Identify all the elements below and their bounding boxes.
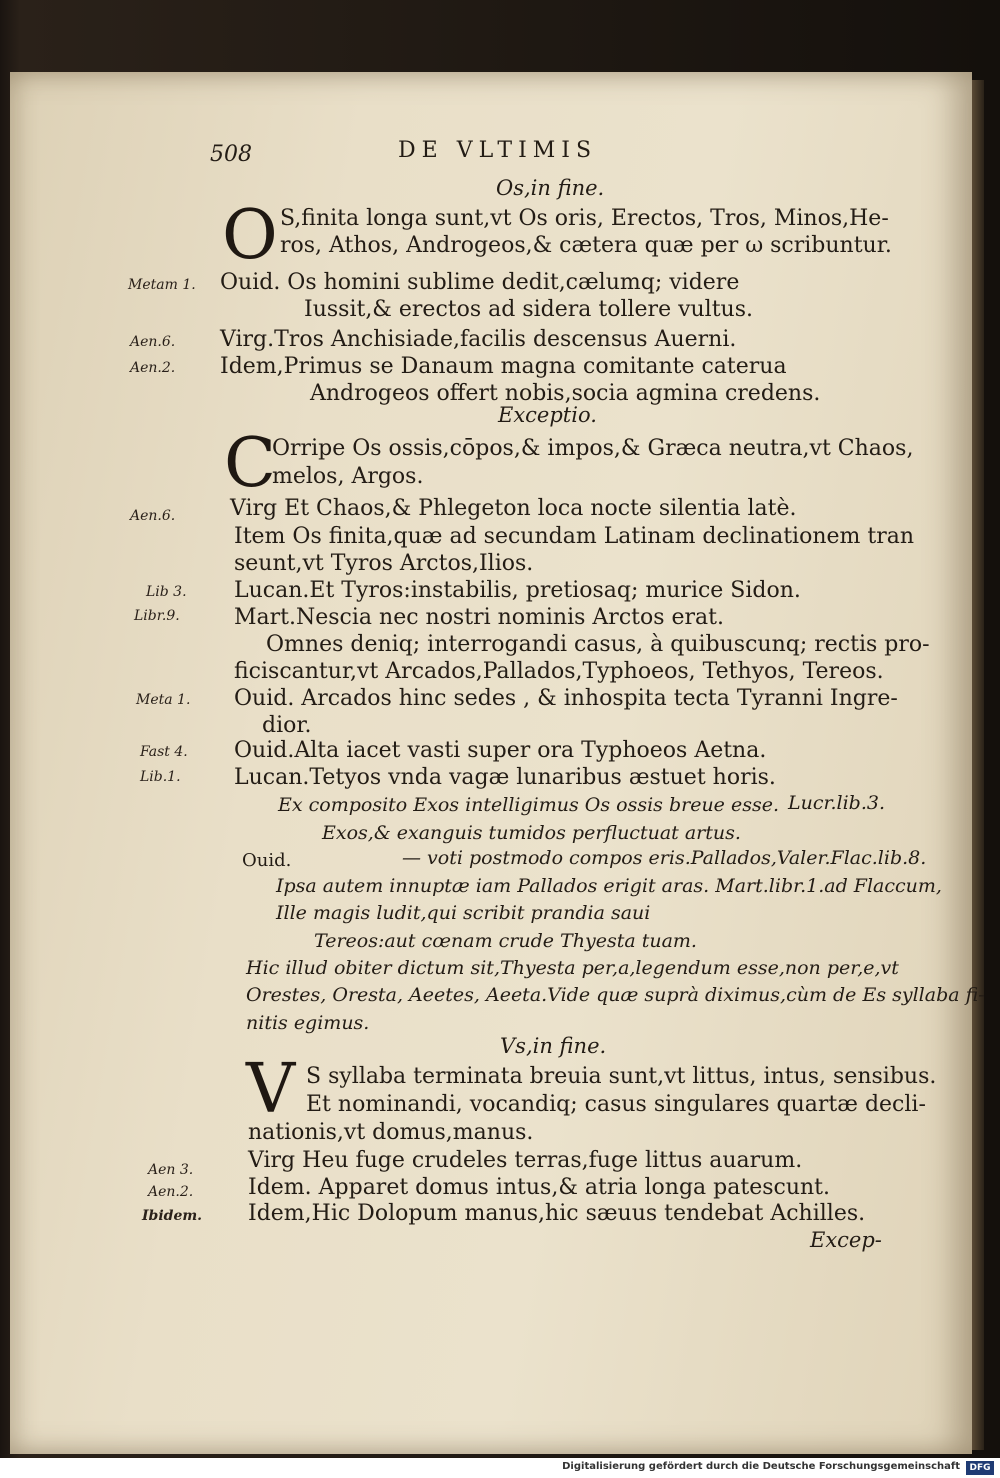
drop-cap: O (222, 196, 278, 275)
text-line: Ouid. Os homini sublime dedit,cælumq; videre (220, 270, 740, 295)
text-line: Orestes, Oresta, Aeetes, Aeeta.Vide quæ suprà diximus,cùm de Es syllaba fi- (246, 984, 985, 1006)
text-line: Item Os finita,quæ ad secundam Latinam declinationem tran (234, 524, 915, 549)
section-heading: Vs,in fine. (500, 1034, 607, 1058)
text-line: Virg Et Chaos,& Phlegeton loca nocte silentia latè. (230, 496, 797, 521)
margin-note: Ibidem. (142, 1208, 203, 1224)
text-line: Virg Heu fuge crudeles terras,fuge littus auarum. (248, 1148, 803, 1173)
text-line: seunt,vt Tyros Arctos,Ilios. (234, 551, 534, 576)
text-line: Ipsa autem innuptæ iam Pallados erigit aras. Mart.libr.1.ad Flaccum, (276, 875, 942, 897)
footer-bar (0, 1458, 1000, 1478)
running-head: DE VLTIMIS (398, 138, 598, 163)
text-line: Idem,Primus se Danaum magna comitante caterua (220, 354, 787, 379)
margin-note: Aen.2. (130, 360, 176, 376)
text-line: nitis egimus. (246, 1012, 370, 1034)
text-line: Iussit,& erectos ad sidera tollere vultus. (304, 297, 754, 322)
text-line: Ex composito Exos intelligimus Os ossis breue esse. (278, 794, 779, 816)
margin-note: Libr.9. (134, 608, 180, 624)
text-line: nationis,vt domus,manus. (248, 1120, 534, 1145)
text-line: Androgeos offert nobis,socia agmina credens. (310, 381, 821, 406)
text-line: Ouid. Arcados hinc sedes , & inhospita tecta Tyranni Ingre- (234, 686, 898, 711)
book-page (10, 72, 985, 1454)
margin-note: Ouid. (242, 850, 292, 871)
margin-note: Metam 1. (128, 277, 196, 293)
text-line: Lucan.Tetyos vnda vagæ lunaribus æstuet horis. (234, 765, 776, 790)
margin-note: Aen 3. (148, 1162, 194, 1178)
margin-note: Lib 3. (146, 584, 187, 600)
margin-note: Lucr.lib.3. (788, 792, 886, 814)
text-line: ficiscantur,vt Arcados,Pallados,Typhoeos, Tethyos, Tereos. (234, 659, 884, 684)
text-line: Tereos:aut cœnam crude Thyesta tuam. (314, 930, 697, 952)
margin-note: Lib.1. (140, 769, 181, 785)
dfg-logo-icon: DFG (966, 1461, 994, 1475)
text-line: Virg.Tros Anchisiade,facilis descensus Auerni. (220, 327, 737, 352)
margin-note: Fast 4. (140, 744, 188, 760)
text-line: Exos,& exanguis tumidos perfluctuat artus. (322, 822, 741, 844)
text-line: Idem. Apparet domus intus,& atria longa patescunt. (248, 1175, 831, 1200)
text-line: Ouid.Alta iacet vasti super ora Typhoeos Aetna. (234, 738, 767, 763)
drop-cap: C (224, 424, 277, 503)
text-line: — voti postmodo compos eris.Pallados,Valer.Flac.lib.8. (402, 847, 927, 869)
margin-note: Aen.6. (130, 334, 176, 350)
text-line: ros, Athos, Androgeos,& cætera quæ per ω scribuntur. (280, 233, 892, 258)
page-edge (972, 80, 984, 1450)
text-line: dior. (262, 713, 312, 738)
text-line: Orripe Os ossis,cōpos,& impos,& Græca neutra,vt Chaos, (272, 436, 914, 461)
section-heading: Os,in fine. (496, 176, 605, 200)
margin-note: Aen.2. (148, 1184, 194, 1200)
text-line: Ille magis ludit,qui scribit prandia saui (276, 902, 651, 924)
drop-cap: V (246, 1050, 296, 1129)
text-line: Hic illud obiter dictum sit,Thyesta per,a,legendum esse,non per,e,vt (246, 957, 899, 979)
text-line: Idem,Hic Dolopum manus,hic sæuus tendebat Achilles. (248, 1201, 866, 1226)
text-line: S syllaba terminata breuia sunt,vt littus, intus, sensibus. (306, 1064, 937, 1089)
text-line: Lucan.Et Tyros:instabilis, pretiosaq; murice Sidon. (234, 578, 801, 603)
section-heading: Exceptio. (498, 403, 597, 427)
text-line: Mart.Nescia nec nostri nominis Arctos erat. (234, 605, 724, 630)
text-line: S,finita longa sunt,vt Os oris, Erectos, Tros, Minos,He- (280, 206, 889, 231)
margin-note: Meta 1. (136, 692, 191, 708)
text-line: melos, Argos. (272, 464, 424, 489)
catchword: Excep- (810, 1228, 882, 1252)
page-number: 508 (210, 142, 252, 167)
text-line: Et nominandi, vocandiq; casus singulares quartæ decli- (306, 1092, 926, 1117)
footer-credit: Digitalisierung gefördert durch die Deutsche Forschungsgemeinschaft (562, 1461, 960, 1472)
margin-note: Aen.6. (130, 508, 176, 524)
text-line: Omnes deniq; interrogandi casus, à quibuscunq; rectis pro- (266, 632, 930, 657)
